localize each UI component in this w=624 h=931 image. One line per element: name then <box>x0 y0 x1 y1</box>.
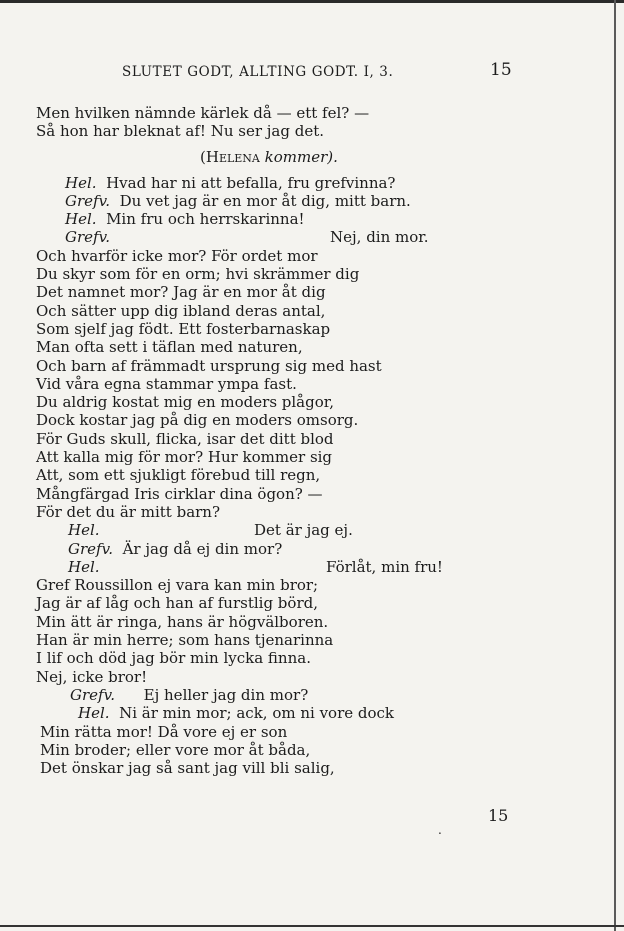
page-top-edge <box>0 0 624 3</box>
verse-line: Nej, icke bror! <box>36 667 148 686</box>
verse-line: Och sätter upp dig ibland deras antal, <box>36 301 326 320</box>
verse-line: Så hon har bleknat af! Nu ser jag det. <box>36 122 325 141</box>
speaker-name: Hel. <box>68 557 100 576</box>
stage-character: Helena <box>205 147 260 166</box>
stage-paren: ( <box>200 147 206 166</box>
stage-action: kommer). <box>264 147 338 166</box>
verse-line: För Guds skull, flicka, isar det ditt blod <box>36 429 334 448</box>
dialogue-text: Hvad har ni att befalla, fru grefvinna? <box>106 173 396 192</box>
dialogue-text: Nej, din mor. <box>330 228 429 247</box>
dialogue-text: Min fru och herrskarinna! <box>106 210 305 229</box>
verse-line: Att, som ett sjukligt förebud till regn, <box>36 466 321 485</box>
dialogue-text: Ej heller jag din mor? <box>143 685 309 704</box>
verse-line: Men hvilken nämnde kärlek då — ett fel? — <box>36 104 370 122</box>
verse-line: Att kalla mig för mor? Hur kommer sig <box>36 448 333 467</box>
verse-line: Dock kostar jag på dig en moders omsorg. <box>36 411 359 430</box>
dialogue-text: Du vet jag är en mor åt dig, mitt barn. <box>119 191 411 210</box>
page-bottom-edge <box>0 925 624 927</box>
verse-line: Min ätt är ringa, hans är högvälboren. <box>36 612 329 631</box>
page-number: 15 <box>490 60 512 80</box>
verse-line: Jag är af låg och han af furstlig börd, <box>36 594 318 613</box>
verse-line: Man ofta sett i täflan med naturen, <box>36 338 303 357</box>
speaker-name: Grefv. <box>65 191 111 210</box>
speaker-name: Hel. <box>65 173 97 192</box>
verse-line: Du skyr som för en orm; hvi skrämmer dig <box>36 265 360 284</box>
verse-text <box>0 104 624 777</box>
dialogue-line <box>0 558 624 576</box>
dialogue-line <box>0 686 624 704</box>
running-head: SLUTET GODT, ALLTING GODT. I, 3. <box>122 64 394 80</box>
dialogue-text: Förlåt, min fru! <box>326 557 443 576</box>
verse-line: Och barn af främmadt ursprung sig med hast <box>36 356 382 375</box>
dialogue-line <box>0 704 624 722</box>
signature-number: 15 <box>488 806 509 825</box>
dialogue-text: Är jag då ej din mor? <box>122 539 283 558</box>
stage-direction <box>0 141 624 174</box>
verse-line: Du aldrig kostat mig en moders plågor, <box>36 393 335 412</box>
dialogue-line <box>0 521 624 539</box>
dialogue-text: Ni är min mor; ack, om ni vore dock <box>119 704 395 723</box>
verse-line: Det önskar jag så sant jag vill bli salig, <box>40 759 335 778</box>
speaker-name: Hel. <box>68 521 100 540</box>
dialogue-line <box>0 174 624 192</box>
verse-line: För det du är mitt barn? <box>36 502 221 521</box>
dialogue-line <box>0 228 624 246</box>
verse-line: Som sjelf jag födt. Ett fosterbarnaskap <box>36 319 331 338</box>
verse-line: I lif och död jag bör min lycka finna. <box>36 649 311 668</box>
verse-line: Gref Roussillon ej vara kan min bror; <box>36 576 319 595</box>
dialogue-line <box>0 540 624 558</box>
speaker-name: Grefv. <box>68 539 114 558</box>
speaker-name: Hel. <box>78 704 110 723</box>
verse-line: Mångfärgad Iris cirklar dina ögon? — <box>36 484 323 503</box>
print-mark: . <box>438 823 442 837</box>
dialogue-line <box>0 192 624 210</box>
verse-line: Vid våra egna stammar ympa fast. <box>36 374 297 393</box>
verse-line: Min rätta mor! Då vore ej er son <box>40 722 288 741</box>
speaker-name: Grefv. <box>70 685 116 704</box>
verse-line: Och hvarför icke mor? För ordet mor <box>36 246 318 265</box>
verse-line: Min broder; eller vore mor åt båda, <box>40 740 311 759</box>
dialogue-text: Det är jag ej. <box>254 521 353 540</box>
verse-line: Han är min herre; som hans tjenarinna <box>36 631 334 650</box>
speaker-name: Hel. <box>65 210 97 229</box>
speaker-name: Grefv. <box>65 228 111 247</box>
dialogue-line <box>0 210 624 228</box>
verse-line: Det namnet mor? Jag är en mor åt dig <box>36 283 326 302</box>
